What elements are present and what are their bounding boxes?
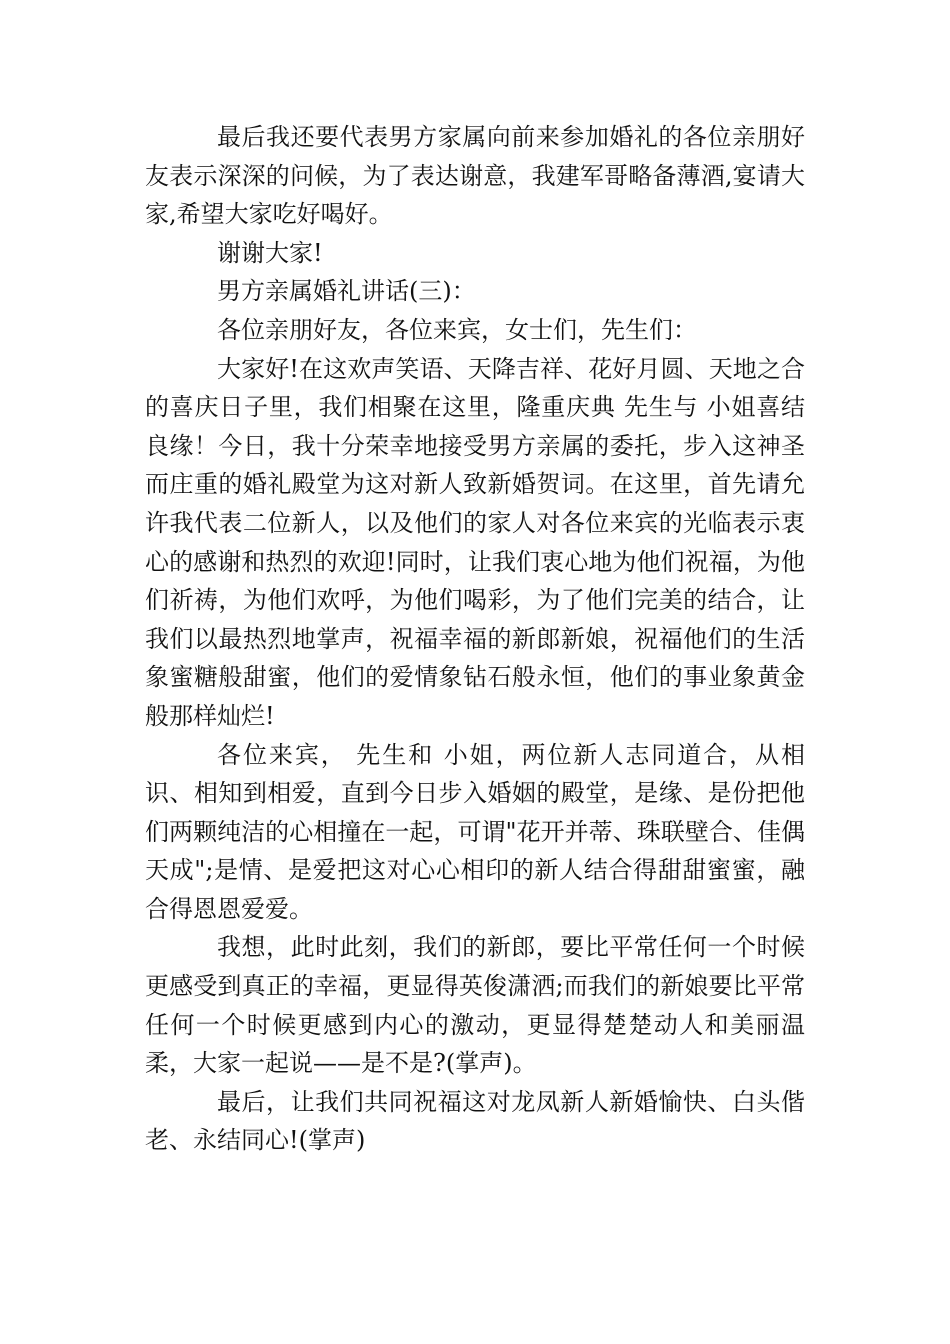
section-heading: 男方亲属婚礼讲话(三)：	[217, 277, 476, 306]
paragraph-final-blessing: 最后，让我们共同祝福这对龙凤新人新婚愉快、白头偕老、永结同心!(掌声)	[145, 1087, 805, 1155]
paragraph-closing-thanks: 最后我还要代表男方家属向前来参加婚礼的各位亲朋好友表示深深的问候，为了表达谢意，我建军哥略备薄酒,宴请大家,希望大家吃好喝好。	[145, 123, 805, 229]
document-page	[145, 118, 805, 1160]
paragraph-moment: 我想，此时此刻，我们的新郎，要比平常任何一个时候更感受到真正的幸福，更显得英俊潇洒;而我们的新娘要比平常任何一个时候更感到内心的激动，更显得楚楚动人和美丽温柔，大家一起说——是不是?(掌声)。	[145, 933, 805, 1078]
paragraph-couple: 各位来宾， 先生和 小姐，两位新人志同道合，从相识、相知到相爱，直到今日步入婚姻的殿堂，是缘、是份把他们两颗纯洁的心相撞在一起，可谓"花开并蒂、珠联壁合、佳偶天成";是情、是爱把这对心心相印的新人结合得甜甜蜜蜜，融合得恩恩爱爱。	[145, 740, 805, 923]
paragraph-salutation: 各位亲朋好友，各位来宾，女士们，先生们：	[217, 315, 697, 344]
paragraph-greeting: 大家好!在这欢声笑语、天降吉祥、花好月圆、天地之合的喜庆日子里，我们相聚在这里，隆重庆典 先生与 小姐喜结良缘！今日，我十分荣幸地接受男方亲属的委托，步入这神圣而庄重的婚礼殿堂为这对新人致新婚贺词。在这里，首先请允许我代表二位新人，以及他们的家人对各位来宾的光临表示衷心的感谢和热烈的欢迎!同时，让我们衷心地为他们祝福，为他们祈祷，为他们欢呼，为他们喝彩，为了他们完美的结合，让我们以最热烈地掌声，祝福幸福的新郎新娘，祝福他们的生活象蜜糖般甜蜜，他们的爱情象钻石般永恒，他们的事业象黄金般那样灿烂!	[145, 354, 805, 730]
paragraph-thank-you: 谢谢大家!	[217, 238, 323, 267]
